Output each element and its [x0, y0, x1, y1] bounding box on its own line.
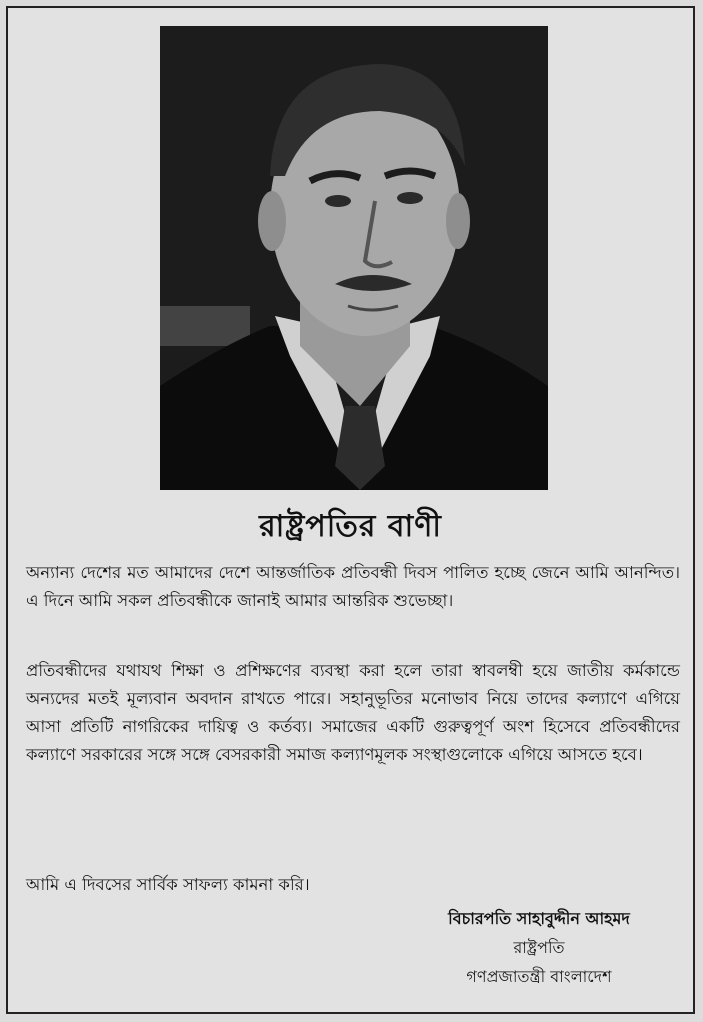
signature-country: গণপ্রজাতন্ত্রী বাংলাদেশ [466, 967, 612, 986]
page-title: রাষ্ট্রপতির বাণী [259, 509, 442, 544]
signature-role: রাষ্ট্রপতি [513, 938, 565, 957]
signature-block [429, 904, 649, 991]
message-paragraph-2: প্রতিবন্ধীদের যথাযথ শিক্ষা ও প্রশিক্ষণের ব্যবস্থা করা হলে তারা স্বাবলম্বী হয়ে জাতীয় কর্মকান্ডে অন্যদের মতই মূল্যবান অবদান রাখতে পারে। সহানুভূতির মনোভাব নিয়ে তাদের কল্যাণে এগিয়ে আসা প্রতিটি নাগরিকের দায়িত্ব ও কর্তব্য। সমাজের একটি গুরুত্বপূর্ণ অংশ হিসেবে প্রতিবন্ধীদের কল্যাণে সরকারের সঙ্গে সঙ্গে বেসরকারী সমাজ কল্যাণমূলক সংস্থাগুলোকে এগিয়ে আসতে হবে। [26, 660, 680, 764]
signature-name: বিচারপতি সাহাবুদ্দীন আহমদ [448, 909, 630, 928]
message-paragraph-1: অন্যান্য দেশের মত আমাদের দেশে আন্তর্জাতিক প্রতিবন্ধী দিবস পালিত হচ্ছে জেনে আমি আনন্দিত। এ দিনে আমি সকল প্রতিবন্ধীকে জানাই আমার আন্তরিক শুভেচ্ছা। [26, 562, 680, 610]
message-paragraph-3: আমি এ দিবসের সার্বিক সাফল্য কামনা করি। [26, 874, 310, 894]
message-sheet [6, 6, 695, 1014]
portrait-icon [160, 26, 548, 490]
portrait-photo [160, 26, 548, 490]
